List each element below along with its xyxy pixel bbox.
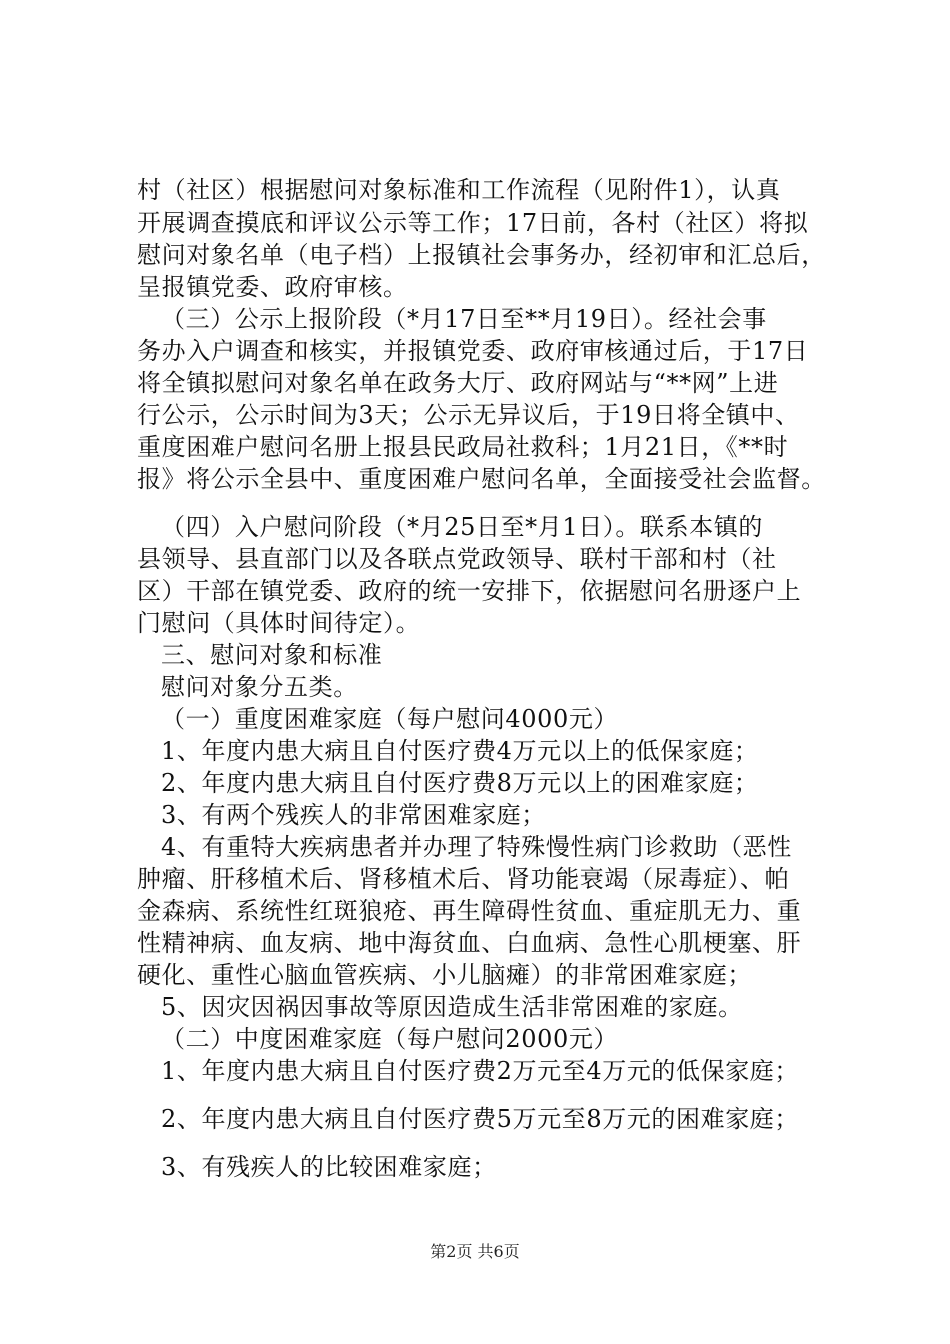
section-heading: 三、慰问对象和标准 (161, 641, 383, 669)
text-line: （四）入户慰问阶段（*月25日至*月1日）。联系本镇的 (161, 513, 764, 541)
list-item: 3、有残疾人的比较困难家庭； (161, 1153, 497, 1181)
text-line: 报》将公示全县中、重度困难户慰问名单，全面接受社会监督。 (137, 465, 826, 493)
list-item: 2、年度内患大病且自付医疗费5万元至8万元的困难家庭； (161, 1105, 800, 1133)
text-line: 村（社区）根据慰问对象标准和工作流程（见附件1），认真 (137, 176, 781, 204)
text-line: 区）干部在镇党委、政府的统一安排下，依据慰问名册逐户上 (137, 577, 802, 605)
subsection-heading: （二）中度困难家庭（每户慰问2000元） (161, 1025, 619, 1053)
text-line: 将全镇拟慰问对象名单在政务大厅、政府网站与“**网”上进 (137, 369, 779, 397)
text-line: 呈报镇党委、政府审核。 (137, 273, 408, 301)
text-line: 行公示，公示时间为3天；公示无异议后，于19日将全镇中、 (137, 401, 800, 429)
text-line: （三）公示上报阶段（*月17日至**月19日）。经社会事 (161, 305, 767, 333)
text-line: 性精神病、血友病、地中海贫血、白血病、急性心肌梗塞、肝 (137, 929, 802, 957)
text-line: 慰问对象名单（电子档）上报镇社会事务办，经初审和汇总后， (137, 241, 826, 269)
subsection-heading: （一）重度困难家庭（每户慰问4000元） (161, 705, 619, 733)
list-item: 1、年度内患大病且自付医疗费2万元至4万元的低保家庭； (161, 1057, 800, 1085)
text-line: 硬化、重性心脑血管疾病、小儿脑瘫）的非常困难家庭； (137, 961, 752, 989)
text-line: 肿瘤、肝移植术后、肾移植术后、肾功能衰竭（尿毒症）、帕 (137, 865, 790, 893)
text-line: 重度困难户慰问名册上报县民政局社救科；1月21日，《**时 (137, 433, 789, 461)
list-item: 4、有重特大疾病患者并办理了特殊慢性病门诊救助（恶性 (161, 833, 792, 861)
list-item: 1、年度内患大病且自付医疗费4万元以上的低保家庭； (161, 737, 759, 765)
text-line: 务办入户调查和核实，并报镇党委、政府审核通过后，于17日 (137, 337, 809, 365)
list-item: 5、因灾因祸因事故等原因造成生活非常困难的家庭。 (161, 993, 743, 1021)
text-line: 县领导、县直部门以及各联点党政领导、联村干部和村（社 (137, 545, 777, 573)
list-item: 3、有两个残疾人的非常困难家庭； (161, 801, 546, 829)
text-line: 金森病、系统性红斑狼疮、再生障碍性贫血、重症肌无力、重 (137, 897, 802, 925)
text-line: 门慰问（具体时间待定）。 (137, 609, 421, 637)
page-footer: 第2页 共6页 (430, 1242, 520, 1261)
list-item: 2、年度内患大病且自付医疗费8万元以上的困难家庭； (161, 769, 759, 797)
text-line: 慰问对象分五类。 (161, 673, 358, 701)
text-line: 开展调查摸底和评议公示等工作；17日前，各村（社区）将拟 (137, 209, 809, 237)
